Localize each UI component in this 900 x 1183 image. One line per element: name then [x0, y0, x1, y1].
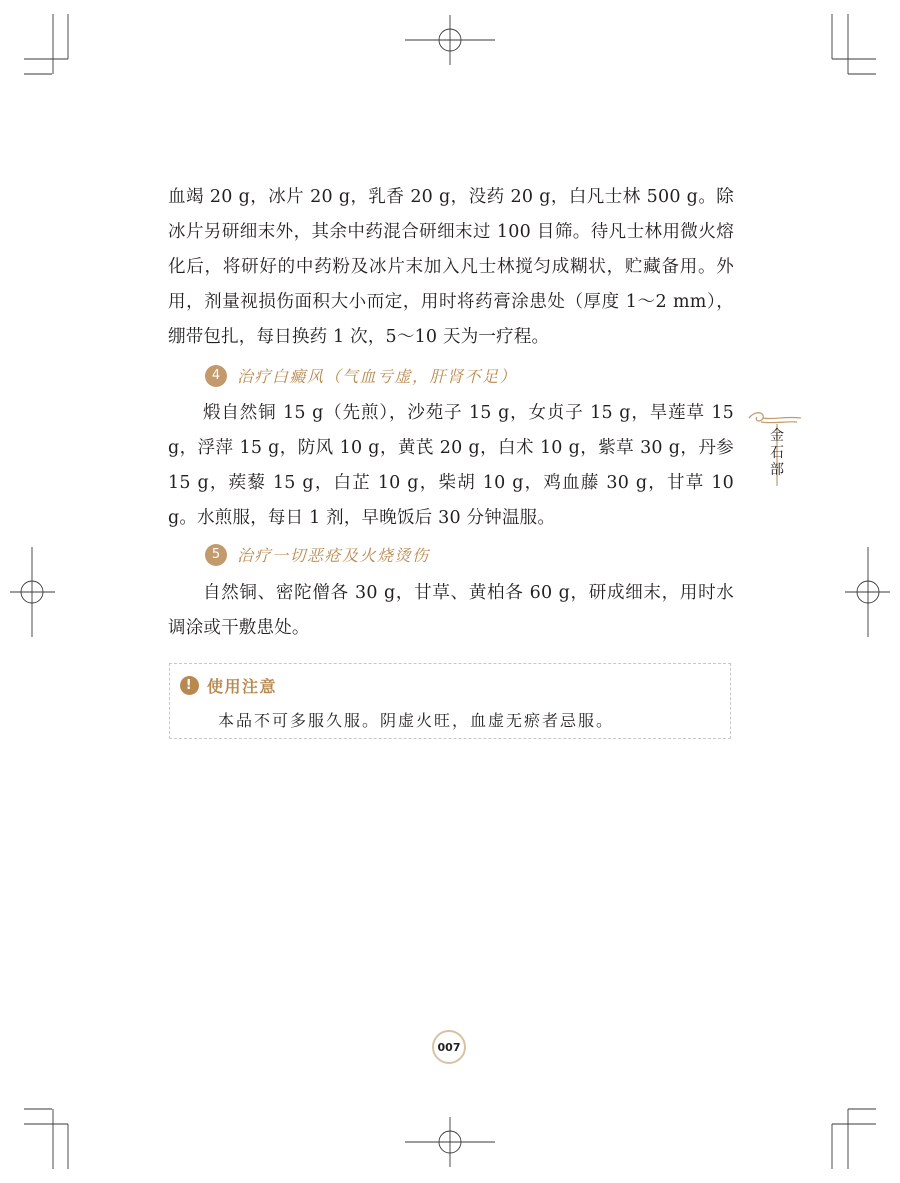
section-heading-5 — [205, 543, 430, 566]
side-tab-char: 石 — [770, 445, 784, 461]
note-heading — [180, 674, 277, 697]
section-number-badge: 4 — [205, 365, 227, 387]
usage-note-box — [169, 663, 731, 739]
side-tab-label — [768, 428, 786, 479]
section-4-body: 煅自然铜 15 g（先煎），沙苑子 15 g，女贞子 15 g，旱莲草 15 g，浮萍 15 g，防风 10 g，黄芪 20 g，白术 10 g，紫草 30 g，丹参 15 g，蒺藜 15 g，白芷 10 g，柴胡 10 g，鸡血藤 30 g，甘草 10 g。水煎服，每日 1 剂，早晚饭后 30 分钟温服。 — [168, 403, 734, 528]
section-title: 治疗一切恶疮及火烧烫伤 — [237, 546, 430, 565]
section-title: 治疗白癜风（气血亏虚，肝肾不足） — [237, 367, 518, 386]
section-number-badge: 5 — [205, 544, 227, 566]
side-tab-char: 部 — [770, 462, 784, 478]
section-5-body: 自然铜、密陀僧各 30 g，甘草、黄柏各 60 g，研成细末，用时水调涂或干敷患处。 — [168, 583, 734, 638]
section-heading-4 — [205, 364, 517, 387]
paragraph-continued: 血竭 20 g，冰片 20 g，乳香 20 g，没药 20 g，白凡士林 500 g。除冰片另研细末外，其余中药混合研细末过 100 目筛。待凡士林用微火熔化后，将研好的中药粉及冰片末加入凡士林搅匀成糊状，贮藏备用。外用，剂量视损伤面积大小而定，用时将药膏涂患处（厚度 1～2 mm），绷带包扎，每日换药 1 次，5～10 天为一疗程。 — [168, 187, 734, 347]
exclamation-icon: ! — [180, 676, 199, 695]
side-tab-char: 金 — [770, 428, 784, 444]
page-number: 007 — [432, 1030, 466, 1064]
note-title: 使用注意 — [207, 677, 278, 696]
note-text: 本品不可多服久服。阴虚火旺，血虚无瘀者忌服。 — [218, 711, 615, 730]
